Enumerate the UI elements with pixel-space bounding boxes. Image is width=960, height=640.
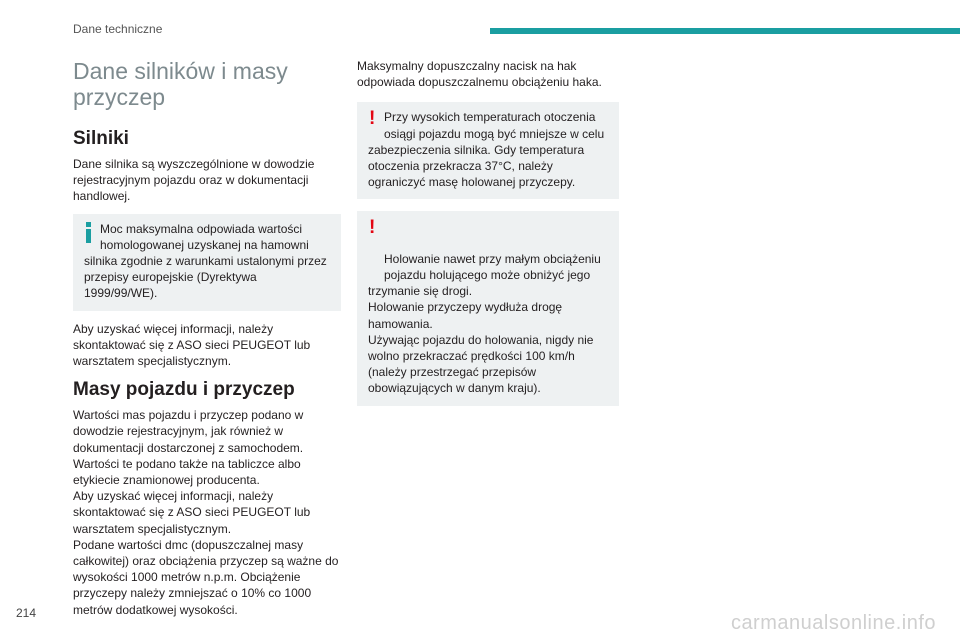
- left-column: [73, 58, 341, 627]
- masses-text: Wartości mas pojazdu i przyczep podano w dowodzie rejestracyjnym, jak również w dokumentacji dostarczonej z samochodem. Wartości te podano także na tabliczce albo etykiecie znamionowej producenta. Aby uzyskać więcej informacji, należy skontaktować się z ASO sieci PEUGEOT lub warsztatem specjalistycznym. Podane wartości dmc (dopuszczalnej masy całkowitej) oraz obciążenia przyczep są ważne do wysokości 1000 metrów n.p.m. Obciążenie przyczepy należy zmniejszać o 10% co 1000 metrów dodatkowej wysokości.: [73, 408, 339, 617]
- watermark: carmanualsonline.info: [730, 612, 936, 634]
- info-icon: [85, 222, 92, 243]
- info-note-text: silnika zgodnie z warunkami ustalonymi przez przepisy europejskie (Dyrektywa 1999/99/WE).: [84, 254, 327, 301]
- page-title: Dane silników i masy przyczep: [73, 58, 288, 110]
- info-note-first-line: Moc maksymalna odpowiada wartości homologowanej uzyskanej na hamowni: [100, 221, 309, 252]
- warning-note-first-line: Przy wysokich temperaturach otoczenia osiągi pojazdu mogą być mniejsze w celu: [384, 110, 605, 141]
- warning-note-first-line: Holowanie nawet przy małym obciążeniu pojazdu holującego może obniżyć jego: [384, 251, 601, 283]
- heading-engines: Silniki: [73, 128, 129, 149]
- heading-masses: Masy pojazdu i przyczep: [73, 379, 295, 401]
- engines-text: Dane silnika są wyszczególnione w dowodzie rejestracyjnym pojazdu oraz w dokumentacji handlowej.: [73, 157, 315, 204]
- contact-text: Aby uzyskać więcej informacji, należy skontaktować się z ASO sieci PEUGEOT lub warsztatem specjalistycznym.: [73, 321, 311, 369]
- warning-note-temperature: [357, 102, 619, 199]
- warning-note-text: zabezpieczenia silnika. Gdy temperatura otoczenia przekracza 37°C, należy ograniczyć masę holowanej przyczepy.: [368, 142, 585, 190]
- info-note: [73, 214, 341, 311]
- hitch-text: Maksymalny dopuszczalny nacisk na hak odpowiada dopuszczalnemu obciążeniu haka.: [357, 59, 602, 90]
- warning-note-towing: [357, 211, 619, 405]
- warning-note-text: trzymanie się drogi. Holowanie przyczepy wydłuża drogę hamowania. Używając pojazdu do holowania, nigdy nie wolno przekraczać prędkości 100 km/h (należy przestrzegać przepisów obowiązujących w danym kraju).: [368, 284, 594, 396]
- right-column: [357, 58, 619, 416]
- header-accent-bar: [490, 28, 960, 34]
- warning-icon: !: [369, 217, 376, 239]
- warning-icon: !: [369, 108, 376, 130]
- section-header: Dane techniczne: [73, 22, 163, 36]
- page-number: 214: [16, 606, 37, 620]
